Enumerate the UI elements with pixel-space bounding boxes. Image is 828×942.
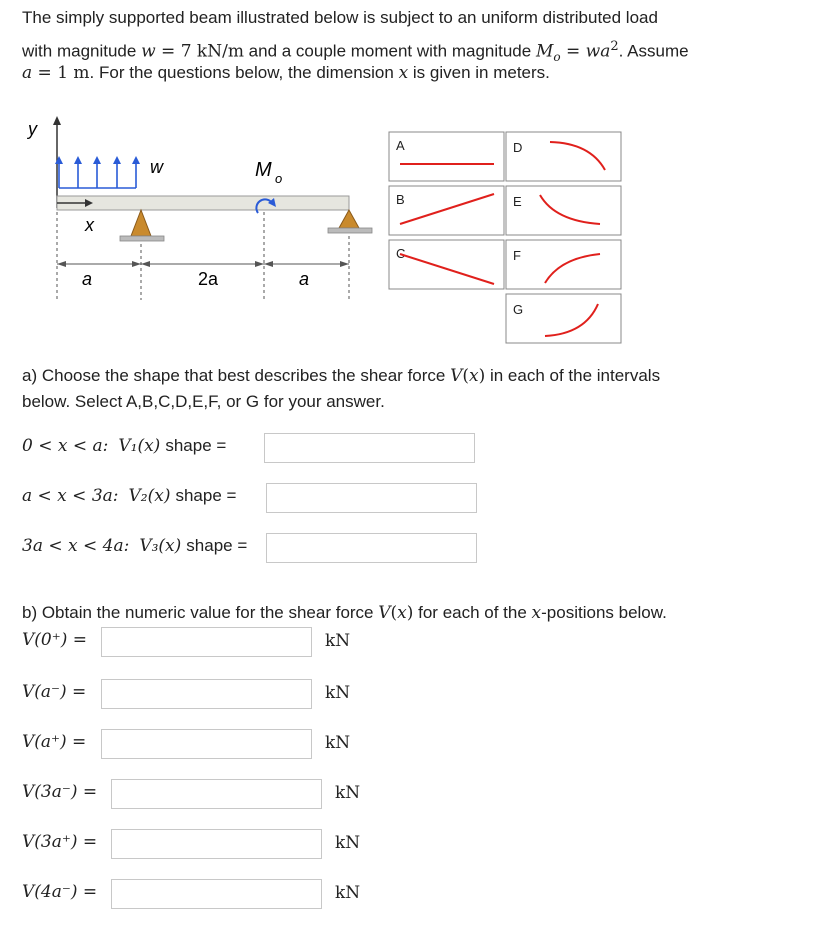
part-b-line-1: b) Obtain the numeric value for the shear force V(x) for each of the x-positions below.	[22, 603, 667, 623]
unit-label-6: kN	[335, 883, 361, 903]
shear-value-input-1[interactable]	[101, 627, 312, 657]
unit-label-2: kN	[325, 683, 351, 703]
shape-letter-D: D	[513, 140, 523, 155]
shape-panel-A	[389, 132, 504, 181]
shape-panel-D	[506, 132, 621, 181]
moment-label: M	[255, 159, 272, 181]
y-axis-label: y	[28, 119, 37, 139]
problem-line-1: The simply supported beam illustrated below is subject to an uniform distributed load	[22, 8, 658, 27]
load-label: w	[150, 157, 163, 177]
dimension-a2: a	[299, 269, 310, 289]
shear-value-input-5[interactable]	[111, 829, 322, 859]
interval-label-1: 0 < x < a: V₁(x) shape =	[22, 436, 227, 456]
shape-panel-E	[506, 186, 621, 235]
shear-value-input-6[interactable]	[111, 879, 322, 909]
shape-letter-E: E	[513, 194, 522, 209]
distributed-load	[55, 156, 140, 188]
interval-label-3: 3a < x < 4a: V₃(x) shape =	[22, 536, 248, 556]
shear-label-3: V(a⁺) =	[22, 732, 87, 752]
shape-letter-F: F	[513, 248, 521, 263]
shape-answer-input-3[interactable]	[266, 533, 477, 563]
shear-label-4: V(3a⁻) =	[22, 782, 98, 802]
pin-support	[120, 210, 164, 241]
shape-answer-input-2[interactable]	[266, 483, 477, 513]
x-axis-label: x	[85, 215, 94, 235]
shear-label-2: V(a⁻) =	[22, 682, 87, 702]
part-a-line-2: below. Select A,B,C,D,E,F, or G for your answer.	[22, 392, 385, 411]
dimension-2a: 2a	[198, 269, 219, 289]
shape-letter-A: A	[396, 138, 405, 153]
problem-line-3: a = 1 m. For the questions below, the dimension x is given in meters.	[22, 63, 550, 83]
shear-label-5: V(3a⁺) =	[22, 832, 98, 852]
shear-value-input-3[interactable]	[101, 729, 312, 759]
dimension-a1: a	[82, 269, 93, 289]
moment-subscript: o	[275, 171, 283, 186]
shape-panel-B	[389, 186, 504, 235]
unit-label-5: kN	[335, 833, 361, 853]
shear-value-input-2[interactable]	[101, 679, 312, 709]
shear-label-1: V(0⁺) =	[22, 630, 87, 650]
part-a-line-1: a) Choose the shape that best describes the shear force V(x) in each of the intervals	[22, 366, 661, 386]
unit-label-3: kN	[325, 733, 351, 753]
shape-letter-B: B	[396, 192, 405, 207]
roller-support	[328, 210, 372, 233]
interval-label-2: a < x < 3a: V₂(x) shape =	[22, 486, 237, 506]
unit-label-4: kN	[335, 783, 361, 803]
y-axis-arrowhead	[53, 116, 61, 125]
problem-line-2: with magnitude w = 7 kN/m and a couple moment with magnitude $M_o = wa^2$. Assume	[22, 39, 689, 65]
unit-label-1: kN	[325, 631, 351, 651]
shape-answer-input-1[interactable]	[264, 433, 475, 463]
shape-panel-G	[506, 294, 621, 343]
beam	[57, 196, 349, 210]
shape-letter-G: G	[513, 302, 524, 317]
beam-diagram	[0, 0, 828, 350]
shear-label-6: V(4a⁻) =	[22, 882, 98, 902]
shape-letter-C: C	[396, 246, 406, 261]
shear-value-input-4[interactable]	[111, 779, 322, 809]
